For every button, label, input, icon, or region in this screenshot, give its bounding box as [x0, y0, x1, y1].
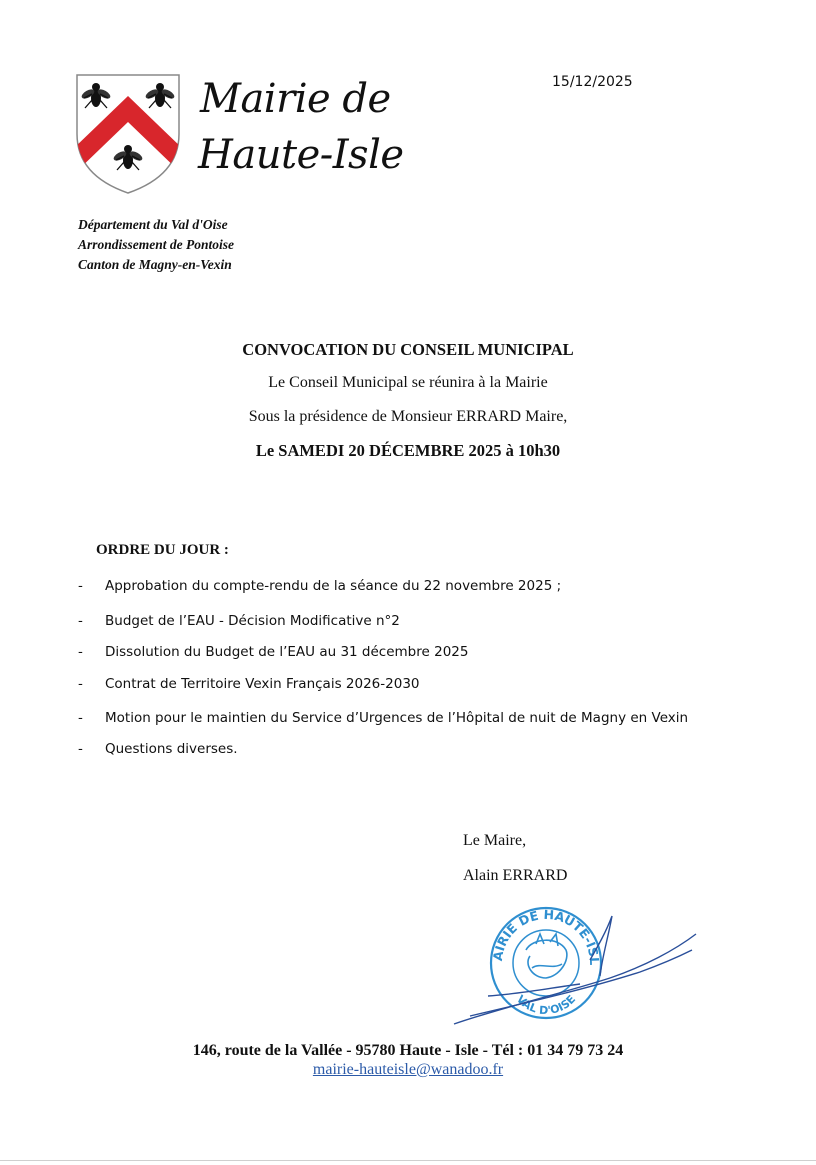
convocation-date-line: Le SAMEDI 20 DÉCEMBRE 2025 à 10h30: [255, 441, 561, 460]
agenda-bullet: -: [78, 613, 83, 629]
signature-name: Alain ERRARD: [463, 867, 568, 884]
agenda-item-text: Questions diverses.: [105, 741, 238, 757]
document-date: 15/12/2025: [552, 74, 633, 90]
title-line-1: Mairie de: [200, 76, 391, 122]
agenda-bullet: -: [78, 578, 83, 594]
agenda-item-text: Approbation du compte-rendu de la séance du 22 novembre 2025 ;: [105, 578, 562, 594]
convocation-line-1: Le Conseil Municipal se réunira à la Mairie: [268, 374, 548, 391]
agenda-item-text: Motion pour le maintien du Service d’Urgences de l’Hôpital de nuit de Magny en Vexin: [105, 710, 689, 726]
coat-of-arms-logo: [74, 72, 182, 196]
admin-arrondissement: Arrondissement de Pontoise: [78, 237, 235, 252]
convocation-title: CONVOCATION DU CONSEIL MUNICIPAL: [242, 340, 574, 359]
convocation-line-2: Sous la présidence de Monsieur ERRARD Maire,: [248, 408, 568, 425]
agenda-item-text: Contrat de Territoire Vexin Français 2026-2030: [105, 676, 420, 692]
agenda-title: ORDRE DU JOUR :: [96, 542, 229, 558]
official-stamp: [440, 898, 700, 1028]
signature-role: Le Maire,: [463, 832, 527, 849]
page-bottom-divider: [0, 1160, 816, 1161]
title-line-2: Haute-Isle: [198, 132, 404, 178]
agenda-bullet: -: [78, 741, 83, 757]
admin-department: Département du Val d'Oise: [78, 217, 228, 232]
stamp-text-bottom: VAL D'OISE: [513, 992, 579, 1018]
agenda-bullet: -: [78, 710, 83, 726]
agenda-item-text: Budget de l’EAU - Décision Modificative n°2: [105, 613, 400, 629]
stamp-text-top: AIRIE DE HAUTE-ISL: [489, 906, 603, 966]
agenda-item-text: Dissolution du Budget de l’EAU au 31 décembre 2025: [105, 644, 469, 660]
admin-canton: Canton de Magny-en-Vexin: [78, 257, 232, 272]
agenda-bullet: -: [78, 676, 83, 692]
agenda-bullet: -: [78, 644, 83, 660]
footer-address: 146, route de la Vallée - 95780 Haute - Isle - Tél : 01 34 79 73 24: [192, 1042, 624, 1059]
footer-email-link[interactable]: mairie-hauteisle@wanadoo.fr: [312, 1061, 504, 1078]
